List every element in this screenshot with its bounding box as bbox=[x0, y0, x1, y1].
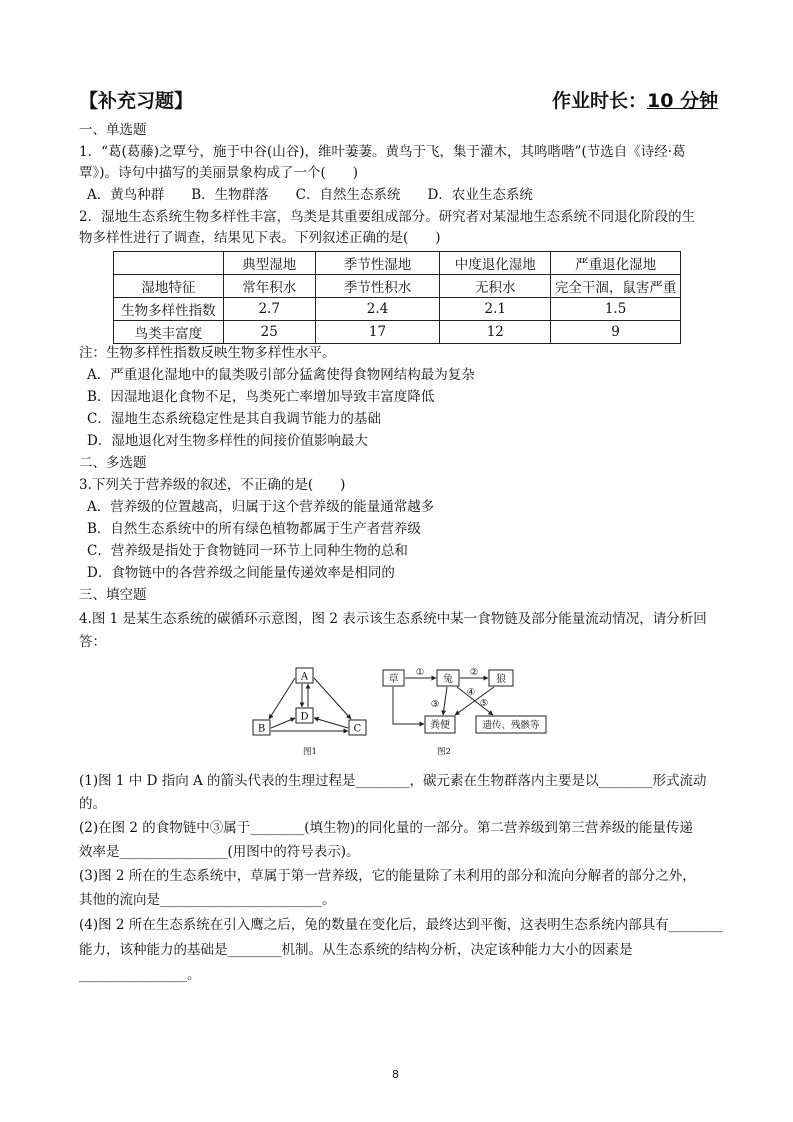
fig1-node-d: D bbox=[300, 711, 309, 723]
q2-stem-line2: 物多样性进行了调查，结果见下表。下列叙述正确的是( ) bbox=[79, 230, 441, 246]
section-single-choice: 一、单选题 bbox=[79, 122, 147, 138]
duration-label: 作业时长： bbox=[552, 90, 648, 112]
table-cell: 2.7 bbox=[223, 298, 315, 321]
fig2-label-1: ① bbox=[415, 667, 425, 678]
q2-option-b: B．因湿地退化食物不足，鸟类死亡率增加导致丰富度降低 bbox=[87, 389, 435, 405]
page-number: 8 bbox=[392, 1068, 399, 1081]
table-cell: 季节性积水 bbox=[315, 275, 440, 298]
fig2-wolf: 狼 bbox=[496, 674, 506, 685]
table-row bbox=[114, 298, 681, 321]
table-cell: 17 bbox=[315, 321, 440, 344]
q2-option-d: D．湿地退化对生物多样性的间接价值影响最大 bbox=[87, 433, 368, 449]
table-row bbox=[114, 275, 681, 298]
table-cell: 9 bbox=[551, 321, 681, 344]
q2-note: 注：生物多样性指数反映生物多样性水平。 bbox=[79, 345, 336, 361]
fig2-rabbit: 兔 bbox=[443, 674, 453, 685]
fig2-label-2: ② bbox=[469, 667, 479, 678]
fig2-label-4: ④ bbox=[466, 687, 476, 698]
figure-2-energy-flow bbox=[381, 666, 553, 760]
homework-duration bbox=[552, 86, 718, 113]
q3-stem: 3.下列关于营养级的叙述，不正确的是( ) bbox=[79, 477, 346, 493]
q1-stem-line1: 1．“葛(葛藤)之覃兮，施于中谷(山谷)，维叶萋萋。黄鸟于飞，集于灌木，其鸣喈喈”(节选自《诗经·葛 bbox=[79, 144, 686, 160]
table-cell: 2.4 bbox=[315, 298, 440, 321]
table-cell: 1.5 bbox=[551, 298, 681, 321]
q4-part3-line2: 其他的流向是________________________。 bbox=[79, 892, 336, 908]
page-title: 【补充习题】 bbox=[79, 90, 194, 112]
fig1-node-a: A bbox=[300, 671, 309, 683]
table-cell: 25 bbox=[223, 321, 315, 344]
table-cell: 12 bbox=[440, 321, 551, 344]
q1-options: A．黄鸟种群 B．生物群落 C．自然生态系统 D．农业生态系统 bbox=[87, 187, 533, 203]
figure-1-carbon-cycle bbox=[248, 664, 373, 760]
q2-stem-line1: 2．湿地生态系统生物多样性丰富，鸟类是其重要组成部分。研究者对某湿地生态系统不同退化阶段的生 bbox=[79, 209, 696, 225]
table-header-cell: 严重退化湿地 bbox=[551, 252, 681, 275]
q4-stem-line2: 答： bbox=[79, 634, 106, 650]
table-header-cell: 典型湿地 bbox=[223, 252, 315, 275]
q4-part4-line2: 能力，该种能力的基础是________机制。从生态系统的结构分析，决定该种能力大小的因素是 bbox=[79, 942, 633, 958]
fig2-caption: 图2 bbox=[437, 747, 451, 757]
table-header-row bbox=[114, 252, 681, 275]
q4-stem-line1: 4.图 1 是某生态系统的碳循环示意图，图 2 表示该生态系统中某一食物链及部分能量流动情况，请分析回 bbox=[79, 611, 707, 627]
q3-option-d: D．食物链中的各营养级之间能量传递效率是相同的 bbox=[87, 565, 395, 581]
q3-option-c: C．营养级是指处于食物链同一环节上同种生物的总和 bbox=[87, 543, 408, 559]
wetland-table bbox=[113, 251, 681, 344]
q3-option-b: B．自然生态系统中的所有绿色植物都属于生产者营养级 bbox=[87, 521, 421, 537]
fig1-node-b: B bbox=[257, 723, 266, 735]
fig1-caption: 图1 bbox=[303, 747, 317, 757]
q4-part1-line1: (1)图 1 中 D 指向 A 的箭头代表的生理过程是________，碳元素在生物群落内主要是以________形式流动 bbox=[79, 773, 707, 789]
q3-option-a: A．营养级的位置越高，归属于这个营养级的能量通常越多 bbox=[87, 499, 435, 515]
fig1-node-c: C bbox=[353, 723, 362, 735]
q4-part2-line2: 效率是________________(用图中的符号表示)。 bbox=[79, 844, 360, 860]
fig2-arrow-3 bbox=[443, 687, 447, 715]
q4-part3-line1: (3)图 2 所在的生态系统中，草属于第一营养级，它的能量除了未利用的部分和流向分解者的部分之外， bbox=[79, 868, 696, 884]
q2-option-a: A．严重退化湿地中的鼠类吸引部分猛禽使得食物网结构最为复杂 bbox=[87, 367, 475, 383]
fig2-label-5: ⑤ bbox=[479, 698, 489, 709]
section-multi-choice: 二、多选题 bbox=[79, 455, 147, 471]
section-fill-in: 三、填空题 bbox=[79, 587, 147, 603]
fig1-arrow-a-to-c bbox=[314, 678, 351, 719]
table-cell: 2.1 bbox=[440, 298, 551, 321]
fig2-arrow-grass-to-feces bbox=[393, 687, 424, 724]
table-header-cell: 季节性湿地 bbox=[315, 252, 440, 275]
table-cell: 常年积水 bbox=[223, 275, 315, 298]
q4-part2-line1: (2)在图 2 的食物链中③属于________(填生物)的同化量的一部分。第二营养级到第三营养级的能量传递 bbox=[79, 820, 693, 836]
q1-stem-line2: 覃》)。诗句中描写的美丽景象构成了一个( ) bbox=[79, 165, 359, 181]
q4-part1-line2: 的。 bbox=[79, 796, 106, 812]
fig1-arrow-c-to-d bbox=[314, 718, 348, 728]
fig2-grass: 草 bbox=[388, 674, 399, 685]
table-header-cell: 中度退化湿地 bbox=[440, 252, 551, 275]
table-header-cell bbox=[114, 252, 224, 275]
fig2-feces: 粪便 bbox=[430, 720, 450, 731]
fig1-arrow-a-to-b bbox=[269, 678, 295, 719]
fig2-label-3: ③ bbox=[430, 699, 440, 710]
q4-part4-line3: ________________。 bbox=[79, 967, 201, 983]
fig1-arrow-b-to-d bbox=[271, 718, 295, 728]
q4-part4-line1: (4)图 2 所在生态系统在引入鹰之后，兔的数量在变化后，最终达到平衡，这表明生态系统内部具有________ bbox=[79, 917, 723, 933]
table-cell: 生物多样性指数 bbox=[114, 298, 224, 321]
table-cell: 湿地特征 bbox=[114, 275, 224, 298]
table-cell: 鸟类丰富度 bbox=[114, 321, 224, 344]
table-row bbox=[114, 321, 681, 344]
table-cell: 无积水 bbox=[440, 275, 551, 298]
table-cell: 完全干涸，鼠害严重 bbox=[551, 275, 681, 298]
fig2-remains: 遗传、残骸等 bbox=[482, 720, 540, 731]
q2-option-c: C．湿地生态系统稳定性是其自我调节能力的基础 bbox=[87, 411, 381, 427]
duration-value: 10 分钟 bbox=[647, 90, 719, 112]
